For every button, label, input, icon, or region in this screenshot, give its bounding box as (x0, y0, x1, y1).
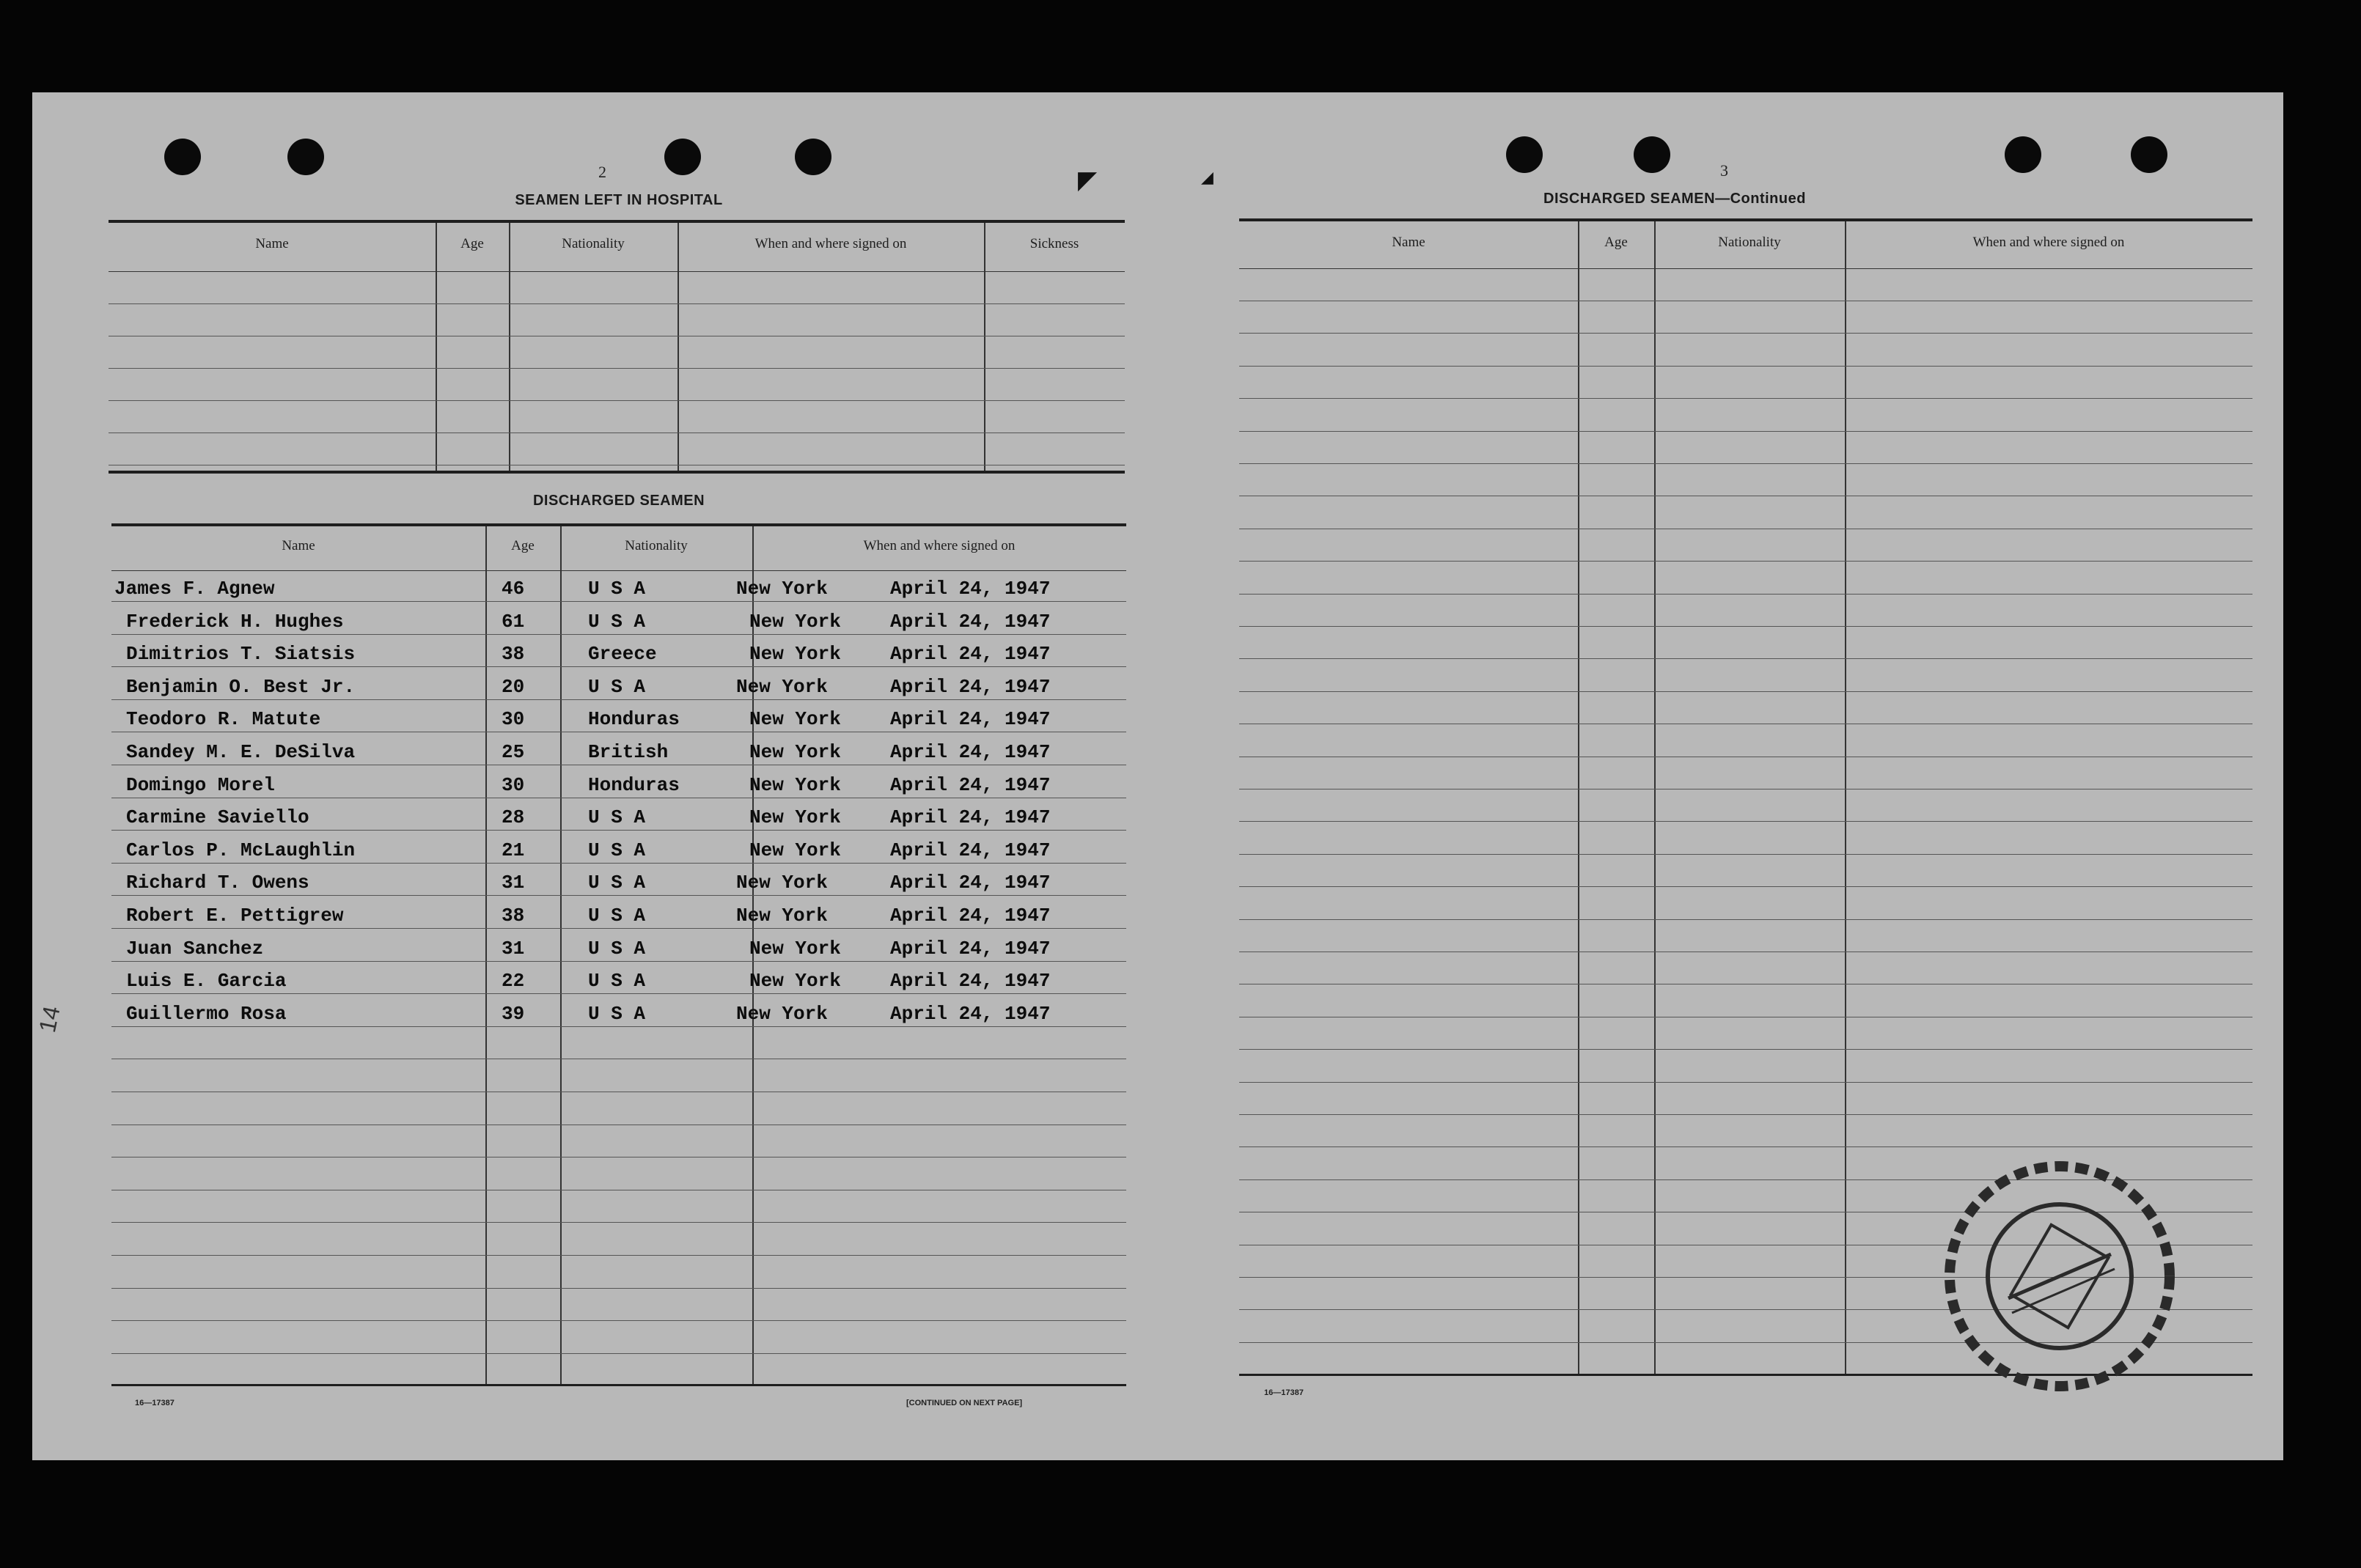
signed-on-place: New York (736, 676, 828, 698)
signed-on-place: New York (736, 905, 828, 927)
signed-on-place: New York (736, 1003, 828, 1025)
right-row-rule (1239, 1146, 2252, 1147)
right-col-signed-on: When and where signed on (1972, 235, 2125, 250)
seaman-age: 38 (502, 643, 525, 665)
document-sheet (32, 92, 2283, 1460)
seaman-age: 31 (502, 872, 525, 894)
signed-on-place: New York (736, 578, 828, 600)
seaman-name: Dimitrios T. Siatsis (126, 643, 356, 665)
fold-mark: ◢ (1201, 169, 1213, 187)
seaman-nationality: U S A (588, 872, 646, 894)
seaman-age: 21 (502, 839, 525, 861)
hospital-column-divider (678, 223, 679, 471)
discharged-section-title: DISCHARGED SEAMEN (532, 493, 705, 509)
table-row (32, 738, 1132, 768)
seaman-nationality: British (588, 741, 669, 763)
table-row (32, 803, 1132, 833)
seaman-age: 22 (502, 970, 525, 992)
table-row (32, 1000, 1132, 1029)
hospital-col-nationality: Nationality (562, 236, 625, 251)
signed-on-date: April 24, 1947 (890, 578, 1051, 600)
signed-on-date: April 24, 1947 (890, 806, 1051, 828)
table-row (32, 705, 1132, 735)
seaman-name: James F. Agnew (114, 578, 275, 600)
form-number: 16—17387 (135, 1399, 175, 1407)
signed-on-place: New York (749, 611, 841, 633)
right-col-nationality: Nationality (1718, 235, 1781, 250)
right-row-rule (1239, 333, 2252, 334)
signed-on-date: April 24, 1947 (890, 938, 1051, 960)
right-column-divider (1654, 221, 1656, 1374)
hospital-row-rule (109, 400, 1125, 401)
signed-on-place: New York (749, 741, 841, 763)
seaman-name: Juan Sanchez (126, 938, 264, 960)
discharged-col-signed-on: When and where signed on (863, 538, 1016, 553)
discharged-col-name: Name (282, 538, 315, 553)
hospital-row-rule (109, 303, 1125, 304)
signed-on-date: April 24, 1947 (890, 905, 1051, 927)
signed-on-date: April 24, 1947 (890, 643, 1051, 665)
seaman-name: Sandey M. E. DeSilva (126, 741, 356, 763)
seaman-name: Carmine Saviello (126, 806, 309, 828)
table-row (32, 902, 1132, 931)
fold-mark: ◤ (1078, 166, 1098, 195)
right-row-rule (1239, 886, 2252, 887)
table-row (32, 836, 1132, 866)
seaman-age: 30 (502, 708, 525, 730)
punch-hole (1506, 136, 1543, 173)
seaman-age: 46 (502, 578, 525, 600)
signed-on-date: April 24, 1947 (890, 774, 1051, 796)
page-number: 2 (598, 163, 606, 181)
discharged-header-rule (111, 570, 1126, 571)
table-row (32, 935, 1132, 964)
punch-hole (1634, 136, 1670, 173)
signed-on-date: April 24, 1947 (890, 676, 1051, 698)
signed-on-place: New York (749, 708, 841, 730)
signed-on-place: New York (749, 774, 841, 796)
punch-hole (287, 139, 324, 175)
seaman-name: Teodoro R. Matute (126, 708, 321, 730)
discharged-col-age: Age (511, 538, 535, 553)
right-row-rule (1239, 594, 2252, 595)
punch-hole (795, 139, 831, 175)
seaman-name: Luis E. Garcia (126, 970, 287, 992)
seaman-age: 38 (502, 905, 525, 927)
right-column-divider (1578, 221, 1579, 1374)
signed-on-place: New York (749, 839, 841, 861)
hospital-col-age: Age (460, 236, 484, 251)
signed-on-date: April 24, 1947 (890, 872, 1051, 894)
signed-on-date: April 24, 1947 (890, 741, 1051, 763)
punch-hole (2005, 136, 2041, 173)
discharged-row-rule (111, 1353, 1126, 1354)
right-row-rule (1239, 919, 2252, 920)
hospital-col-name: Name (255, 236, 289, 251)
seaman-nationality: U S A (588, 1003, 646, 1025)
seaman-age: 61 (502, 611, 525, 633)
hospital-row-rule (109, 368, 1125, 369)
seaman-nationality: U S A (588, 806, 646, 828)
form-number: 16—17387 (1264, 1388, 1304, 1397)
margin-mark: 14 (34, 1004, 65, 1035)
table-row (32, 967, 1132, 996)
seaman-nationality: U S A (588, 938, 646, 960)
seaman-name: Benjamin O. Best Jr. (126, 676, 356, 698)
punch-hole (2131, 136, 2167, 173)
seaman-age: 31 (502, 938, 525, 960)
discharged-table-bottom-rule (111, 1384, 1126, 1386)
hospital-column-divider (509, 223, 510, 471)
signed-on-place: New York (749, 938, 841, 960)
right-row-rule (1239, 431, 2252, 432)
signed-on-date: April 24, 1947 (890, 839, 1051, 861)
signed-on-date: April 24, 1947 (890, 970, 1051, 992)
table-row (32, 869, 1132, 898)
signed-on-date: April 24, 1947 (890, 708, 1051, 730)
table-row (32, 640, 1132, 669)
right-row-rule (1239, 1082, 2252, 1083)
right-col-name: Name (1392, 235, 1425, 250)
discharged-row-rule (111, 1320, 1126, 1321)
signed-on-place: New York (749, 970, 841, 992)
hospital-header-rule (109, 271, 1125, 272)
seaman-name: Robert E. Pettigrew (126, 905, 344, 927)
seaman-name: Richard T. Owens (126, 872, 309, 894)
discharged-col-nationality: Nationality (625, 538, 688, 553)
seaman-nationality: U S A (588, 839, 646, 861)
right-row-rule (1239, 854, 2252, 855)
right-column-divider (1845, 221, 1846, 1374)
hospital-col-signed-on: When and where signed on (754, 236, 907, 251)
right-row-rule (1239, 463, 2252, 464)
signed-on-place: New York (736, 872, 828, 894)
seaman-nationality: U S A (588, 611, 646, 633)
seaman-age: 39 (502, 1003, 525, 1025)
signed-on-date: April 24, 1947 (890, 1003, 1051, 1025)
table-row (32, 575, 1132, 604)
discharged-row-rule (111, 1255, 1126, 1256)
discharged-table-top-rule (111, 523, 1126, 526)
discharged-row-rule (111, 1288, 1126, 1289)
seaman-age: 28 (502, 806, 525, 828)
right-row-rule (1239, 658, 2252, 659)
right-section-title: DISCHARGED SEAMEN—Continued (1543, 191, 1806, 207)
seaman-name: Guillermo Rosa (126, 1003, 287, 1025)
seaman-nationality: U S A (588, 578, 646, 600)
seaman-name: Frederick H. Hughes (126, 611, 344, 633)
table-row (32, 771, 1132, 800)
right-row-rule (1239, 366, 2252, 367)
seaman-nationality: U S A (588, 905, 646, 927)
hospital-section-title: SEAMEN LEFT IN HOSPITAL (515, 192, 723, 208)
seaman-age: 30 (502, 774, 525, 796)
right-col-age: Age (1604, 235, 1628, 250)
received-stamp (1939, 1155, 2181, 1397)
seaman-nationality: Honduras (588, 774, 680, 796)
right-table-top-rule (1239, 218, 2252, 221)
punch-hole (164, 139, 201, 175)
right-row-rule (1239, 691, 2252, 692)
seaman-nationality: U S A (588, 676, 646, 698)
right-row-rule (1239, 1049, 2252, 1050)
punch-hole (664, 139, 701, 175)
seaman-name: Domingo Morel (126, 774, 275, 796)
right-row-rule (1239, 398, 2252, 399)
hospital-table-top-rule (109, 220, 1125, 223)
continued-note: [CONTINUED ON NEXT PAGE] (906, 1399, 1023, 1407)
seaman-age: 25 (502, 741, 525, 763)
right-row-rule (1239, 626, 2252, 627)
table-row (32, 608, 1132, 637)
seaman-name: Carlos P. McLaughlin (126, 839, 356, 861)
right-header-rule (1239, 268, 2252, 269)
seaman-nationality: U S A (588, 970, 646, 992)
signed-on-place: New York (749, 806, 841, 828)
hospital-column-divider (436, 223, 437, 471)
discharged-row-rule (111, 1222, 1126, 1223)
table-row (32, 673, 1132, 702)
right-row-rule (1239, 821, 2252, 822)
right-row-rule (1239, 1114, 2252, 1115)
seaman-age: 20 (502, 676, 525, 698)
seaman-nationality: Honduras (588, 708, 680, 730)
signed-on-date: April 24, 1947 (890, 611, 1051, 633)
right-row-rule (1239, 561, 2252, 562)
hospital-column-divider (984, 223, 985, 471)
signed-on-place: New York (749, 643, 841, 665)
hospital-col-sickness: Sickness (1029, 236, 1079, 251)
seaman-nationality: Greece (588, 643, 657, 665)
hospital-table-bottom-rule (109, 471, 1125, 474)
page-number: 3 (1720, 161, 1728, 180)
